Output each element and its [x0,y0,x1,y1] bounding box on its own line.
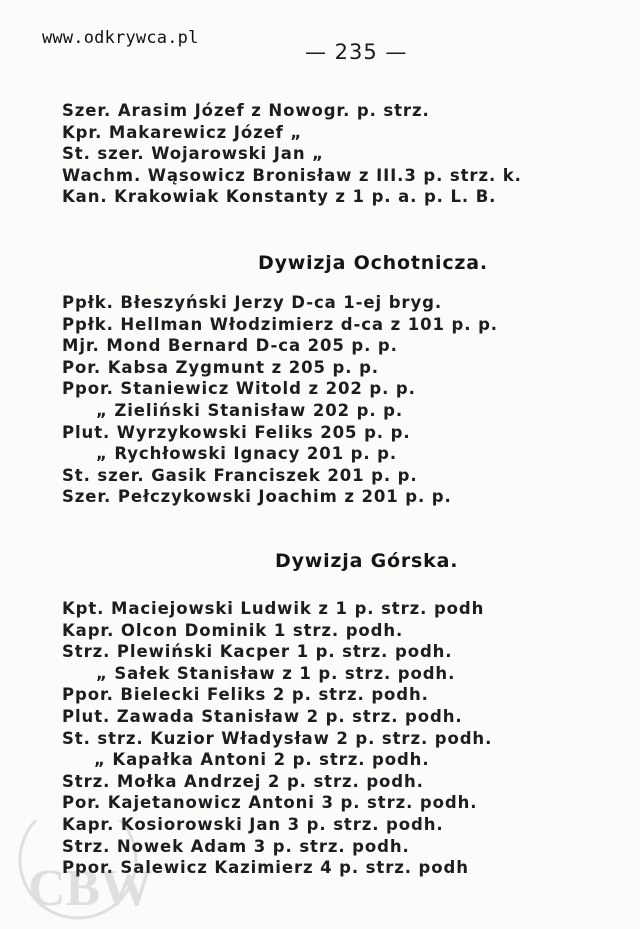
list-item: Kapr. Kosiorowski Jan 3 p. strz. podh. [62,814,444,834]
list-item: Plut. Zawada Stanisław 2 p. strz. podh. [62,706,463,726]
list-item: Szer. Pełczykowski Joachim z 201 p. p. [62,487,452,507]
list-item: Plut. Wyrzykowski Feliks 205 p. p. [62,422,411,442]
list-item: „ Zieliński Stanisław 202 p. p. [96,400,404,420]
section-list-ochotnicza [62,292,498,508]
section-title-gorska: Dywizja Górska. [275,550,459,572]
list-item: Kan. Krakowiak Konstanty z 1 p. a. p. L. B. [62,187,497,207]
list-item: Kpt. Maciejowski Ludwik z 1 p. strz. podh [62,599,485,618]
list-item: „ Sałek Stanisław z 1 p. strz. podh. [96,663,456,683]
list-item: Ppor. Salewicz Kazimierz 4 p. strz. podh [62,858,469,878]
list-item: Strz. Mołka Andrzej 2 p. strz. podh. [62,771,424,791]
svg-text:CBW: CBW [28,860,153,917]
list-item: Ppłk. Hellman Włodzimierz d-ca z 101 p. p. [62,314,498,334]
list-item: Por. Kabsa Zygmunt z 205 p. p. [62,357,379,377]
list-item: Szer. Arasim Józef z Nowogr. p. strz. [62,101,430,120]
list-item: St. strz. Kuzior Władysław 2 p. strz. podh. [62,728,493,748]
list-item: Ppłk. Błeszyński Jerzy D-ca 1-ej bryg. [62,293,443,312]
page-number: — 235 — [305,40,408,64]
list-item: Ppor. Bielecki Feliks 2 p. strz. podh. [62,685,429,705]
list-item: Mjr. Mond Bernard D-ca 205 p. p. [62,336,398,356]
list-item: Wachm. Wąsowicz Bronisław z III.3 p. strz. k. [62,165,522,185]
library-stamp-watermark [8,820,188,920]
list-item: Kapr. Olcon Dominik 1 strz. podh. [62,620,404,640]
list-item: Ppor. Staniewicz Witold z 202 p. p. [62,379,416,399]
source-watermark: www.odkrywca.pl [42,28,199,48]
list-item: Por. Kajetanowicz Antoni 3 p. strz. podh. [62,793,478,813]
list-item: Strz. Nowek Adam 3 p. strz. podh. [62,836,410,856]
section-title-ochotnicza: Dywizja Ochotnicza. [258,252,488,274]
list-item: St. szer. Gasik Franciszek 201 p. p. [62,465,418,485]
list-item: „ Rychłowski Ignacy 201 p. p. [96,444,398,464]
list-item: „ Kapałka Antoni 2 p. strz. podh. [94,750,430,770]
list-item: St. szer. Wojarowski Jan „ [62,144,324,164]
top-list [62,100,522,208]
list-item: Kpr. Makarewicz Józef „ [62,122,303,142]
list-item: Strz. Plewiński Kacper 1 p. strz. podh. [62,642,453,662]
